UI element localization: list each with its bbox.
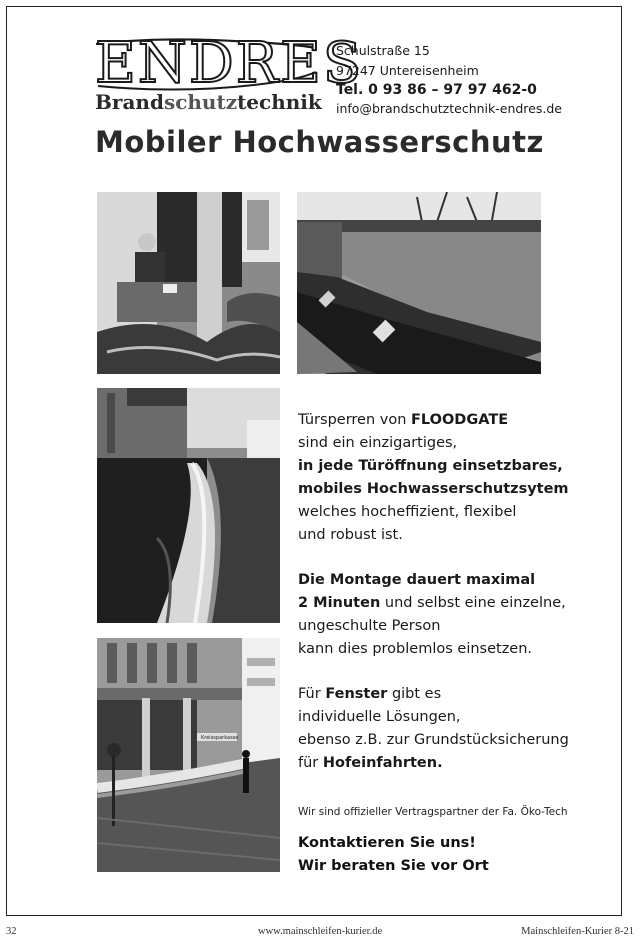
logo-sub-technik: technik — [237, 90, 322, 114]
contact-line-2: Wir beraten Sie vor Ort — [298, 858, 489, 874]
logo-subline — [95, 92, 322, 112]
body-line — [298, 409, 598, 432]
body-text-span: gibt es — [387, 686, 442, 702]
photo-doorway-flood — [97, 192, 280, 374]
address-street: Schulstraße 15 — [336, 43, 430, 58]
body-line: Die Montage dauert maximal — [298, 572, 536, 588]
logo-sub-brand: Brand — [95, 90, 164, 114]
footer-url[interactable]: www.mainschleifen-kurier.de — [258, 926, 383, 937]
body-text — [298, 409, 598, 775]
body-line: ungeschulte Person — [298, 618, 441, 634]
partner-note: Wir sind offizieller Vertragspartner der Fa. Öko-Tech — [298, 806, 568, 818]
headline: Mobiler Hochwasserschutz — [95, 125, 544, 159]
body-line: ebenso z.B. zur Grundstücksicherung — [298, 732, 569, 748]
body-text-bold: Fenster — [325, 686, 388, 702]
body-text-span: Für — [298, 686, 326, 702]
photo-tube-barrier-street — [97, 388, 280, 623]
photo-river-barriers — [297, 192, 541, 374]
body-text-span: für — [298, 755, 323, 771]
body-line: in jede Türöffnung einsetzbares, — [298, 458, 563, 474]
footer-issue: Mainschleifen-Kurier 8-21 — [521, 926, 634, 937]
body-line — [298, 752, 598, 775]
body-line: individuelle Lösungen, — [298, 709, 461, 725]
logo-wordmark: ENDRES — [95, 31, 364, 96]
footer-page-number: 32 — [6, 926, 17, 937]
body-line: mobiles Hochwasserschutzsytem — [298, 481, 569, 497]
logo-sub-schutz: schutz — [163, 90, 238, 114]
brand-floodgate: FLOODGATE — [411, 412, 509, 428]
photo-sign-text: Kreissparkasse — [201, 735, 239, 741]
body-line: sind ein einzigartiges, — [298, 435, 458, 451]
body-line: welches hocheffizient, flexibel — [298, 504, 517, 520]
contact-line-1: Kontaktieren Sie uns! — [298, 835, 476, 851]
address-email[interactable]: info@brandschutztechnik-endres.de — [336, 101, 562, 116]
photo-town-street-tube — [97, 638, 280, 872]
address-phone: Tel. 0 93 86 – 97 97 462-0 — [336, 82, 537, 98]
address-city: 97247 Untereisenheim — [336, 63, 479, 78]
body-line — [298, 592, 598, 615]
body-line — [298, 683, 598, 706]
contact-block — [298, 832, 489, 878]
body-text-span: und selbst eine einzelne, — [380, 595, 566, 611]
body-text-span: Türsperren von — [298, 412, 412, 428]
body-line: kann dies problemlos einsetzen. — [298, 641, 533, 657]
body-text-bold: Hofeinfahrten. — [322, 755, 443, 771]
body-line: und robust ist. — [298, 527, 403, 543]
body-text-bold: 2 Minuten — [298, 595, 381, 611]
